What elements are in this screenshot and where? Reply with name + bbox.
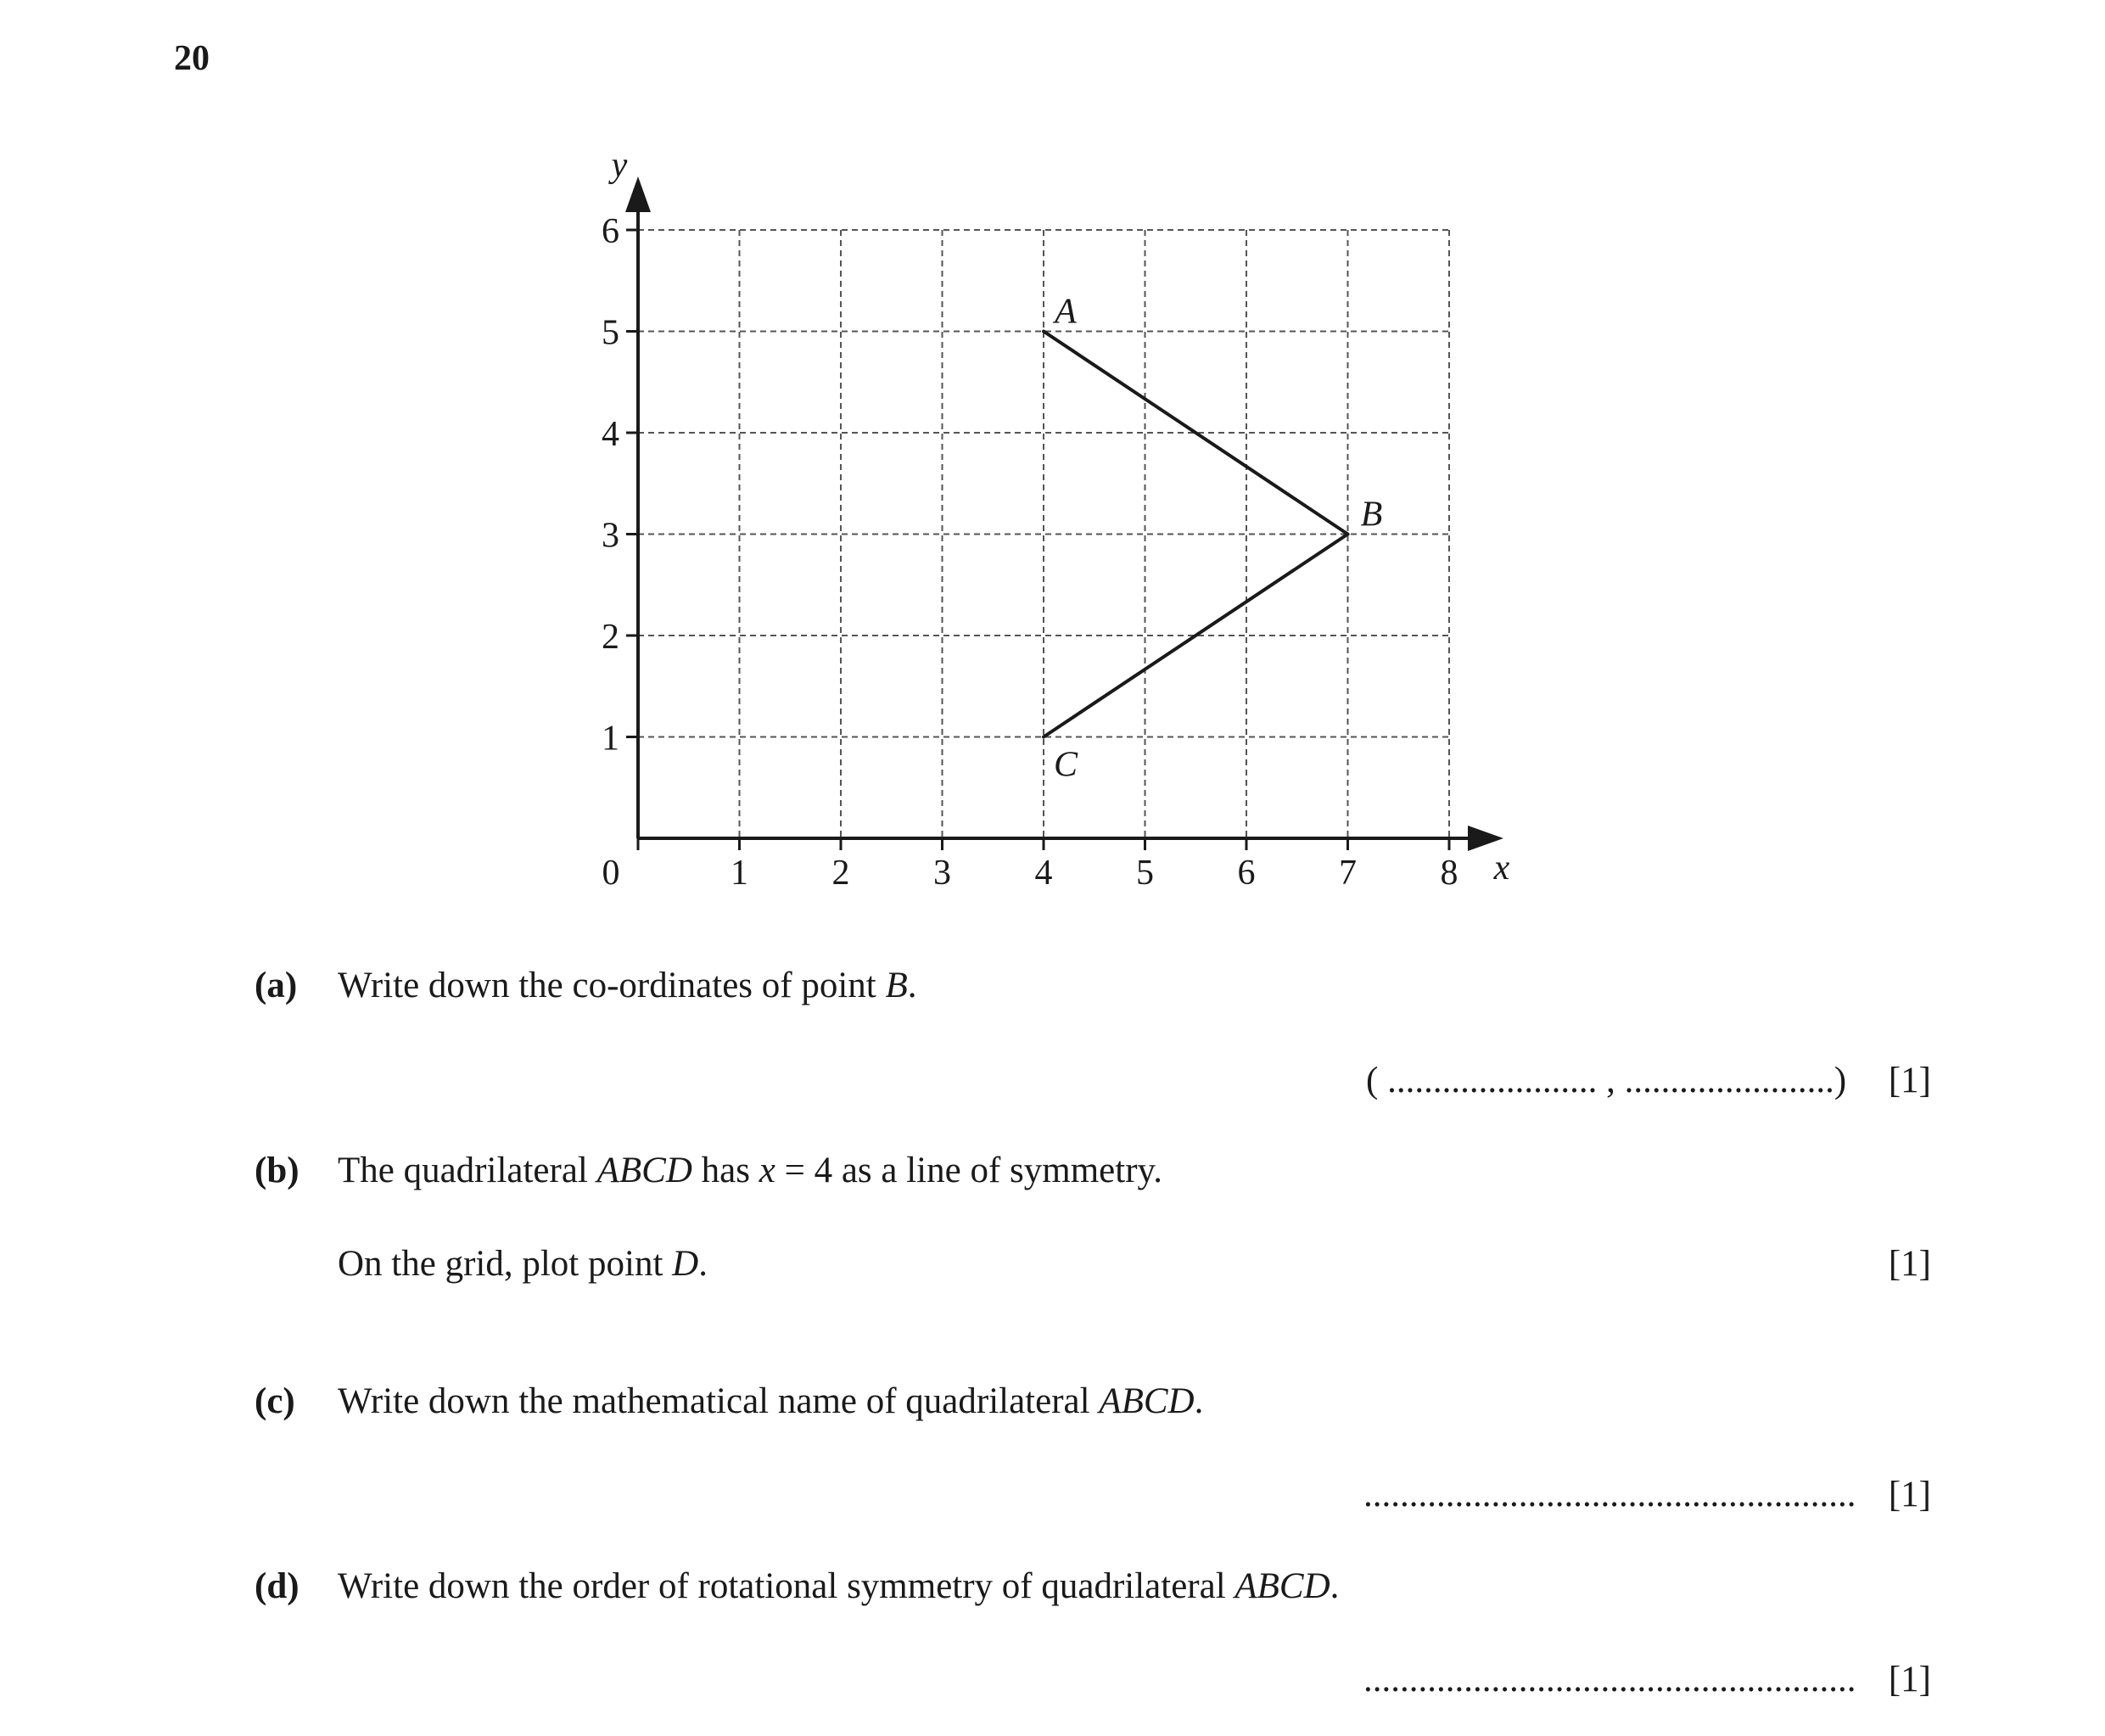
y-axis-arrow — [625, 176, 651, 212]
question-number: 20 — [174, 39, 210, 78]
part-b-marks: [1] — [1888, 1244, 1931, 1284]
x-tick-label-1: 1 — [731, 854, 748, 893]
y-tick-label-1: 1 — [602, 719, 619, 759]
part-b-label: (b) — [255, 1151, 300, 1190]
x-tick-label-3: 3 — [933, 854, 951, 893]
part-c-answer-line[interactable]: ...................................................... — [1363, 1475, 1856, 1515]
part-a-label: (a) — [255, 966, 298, 1005]
part-c-marks: [1] — [1888, 1475, 1931, 1515]
point-label-c: C — [1053, 745, 1078, 785]
grid-lines — [638, 230, 1449, 838]
point-label-b: B — [1360, 495, 1383, 535]
y-tick-label-4: 4 — [602, 415, 619, 454]
x-axis-arrow — [1468, 826, 1503, 851]
point-label-a: A — [1055, 292, 1077, 332]
point-labels — [1052, 293, 1382, 785]
part-c-label: (c) — [255, 1381, 295, 1421]
part-a-marks: [1] — [1888, 1061, 1931, 1100]
part-d-label: (d) — [255, 1566, 300, 1606]
x-tick-label-7: 7 — [1339, 854, 1357, 893]
x-tick-label-8: 8 — [1440, 854, 1458, 893]
origin-label: 0 — [602, 854, 620, 893]
part-d-answer-line[interactable]: ...................................................... — [1363, 1660, 1856, 1700]
y-tick-label-3: 3 — [602, 516, 619, 556]
part-b-instruction: On the grid, plot point D. — [338, 1244, 708, 1284]
y-tick-label-5: 5 — [602, 313, 619, 353]
y-axis-label: y — [611, 146, 628, 185]
x-tick-label-4: 4 — [1034, 854, 1053, 893]
x-tick-label-5: 5 — [1136, 854, 1154, 893]
x-axis-label: x — [1493, 848, 1510, 888]
part-a-question: Write down the co-ordinates of point B. — [338, 966, 917, 1005]
axis-ticks — [626, 230, 1449, 850]
part-d-question: Write down the order of rotational symmetry of quadrilateral ABCD. — [338, 1566, 1340, 1606]
x-tick-label-6: 6 — [1237, 854, 1256, 893]
part-b-question: The quadrilateral ABCD has x = 4 as a line of symmetry. — [338, 1151, 1162, 1190]
part-c-question: Write down the mathematical name of quadrilateral ABCD. — [338, 1381, 1204, 1421]
y-tick-label-6: 6 — [602, 212, 619, 251]
part-d-marks: [1] — [1888, 1660, 1931, 1700]
part-a-answer-line[interactable]: ( ....................... , .......................) — [1366, 1061, 1847, 1100]
x-tick-label-2: 2 — [831, 854, 850, 893]
y-tick-label-2: 2 — [602, 618, 619, 657]
